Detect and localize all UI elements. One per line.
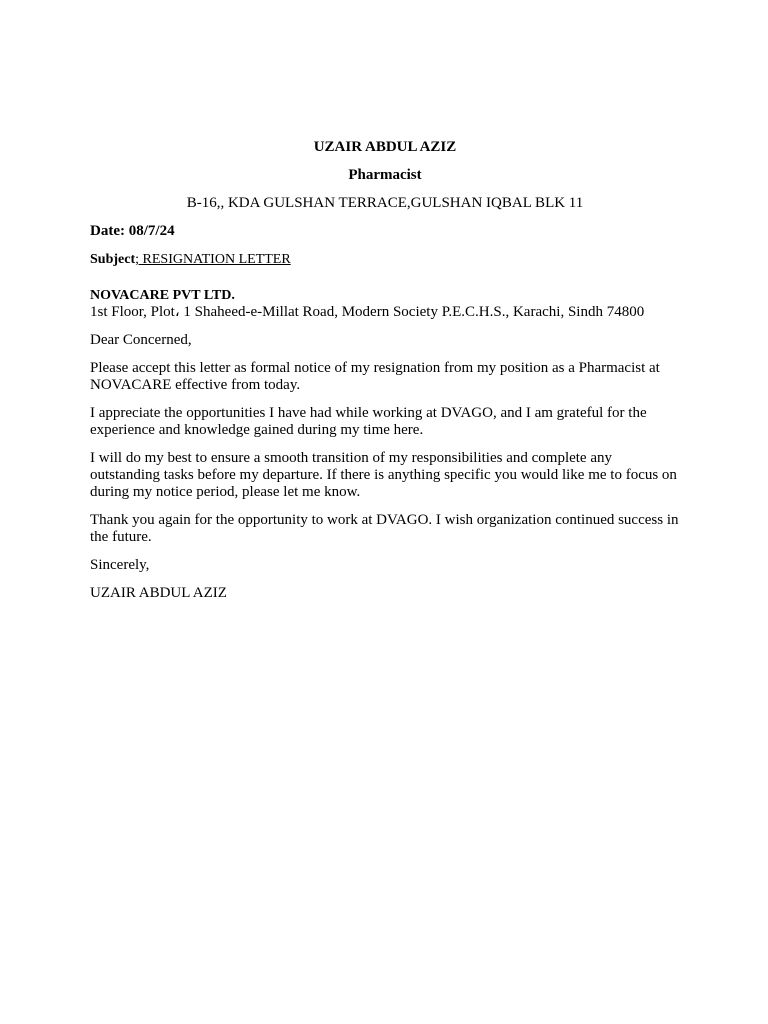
recipient-address: 1st Floor, Plot، 1 Shaheed-e-Millat Road, Modern Society P.E.C.H.S., Karachi, Sindh 74800 bbox=[90, 304, 645, 320]
letter-page bbox=[90, 139, 680, 613]
sender-name: UZAIR ABDUL AZIZ bbox=[313, 139, 457, 155]
letter-date: Date: 08/7/24 bbox=[90, 223, 175, 239]
subject-label: Subject bbox=[90, 252, 136, 267]
salutation: Dear Concerned, bbox=[90, 332, 192, 348]
subject-line bbox=[90, 251, 680, 268]
body-paragraph: Thank you again for the opportunity to work at DVAGO. I wish organization continued success in the future. bbox=[90, 512, 679, 545]
signature-name: UZAIR ABDUL AZIZ bbox=[90, 585, 227, 601]
closing: Sincerely, bbox=[90, 557, 150, 573]
recipient-block bbox=[90, 287, 680, 321]
body-paragraph: I appreciate the opportunities I have had while working at DVAGO, and I am grateful for the experience and knowledge gained during my time here. bbox=[90, 405, 647, 438]
body-paragraph: Please accept this letter as formal notice of my resignation from my position as a Pharmacist at NOVACARE effective from today. bbox=[90, 360, 660, 393]
sender-title: Pharmacist bbox=[348, 167, 422, 183]
sender-address: B-16,, KDA GULSHAN TERRACE,GULSHAN IQBAL BLK 11 bbox=[186, 195, 584, 211]
subject-separator: ; bbox=[135, 252, 140, 267]
body-paragraph: I will do my best to ensure a smooth transition of my responsibilities and complete any outstanding tasks before my departure. If there is anything specific you would like me to focus on during my notice period, please let me know. bbox=[90, 450, 677, 500]
recipient-company: NOVACARE PVT LTD. bbox=[90, 288, 235, 303]
subject-value: RESIGNATION LETTER bbox=[139, 252, 291, 267]
